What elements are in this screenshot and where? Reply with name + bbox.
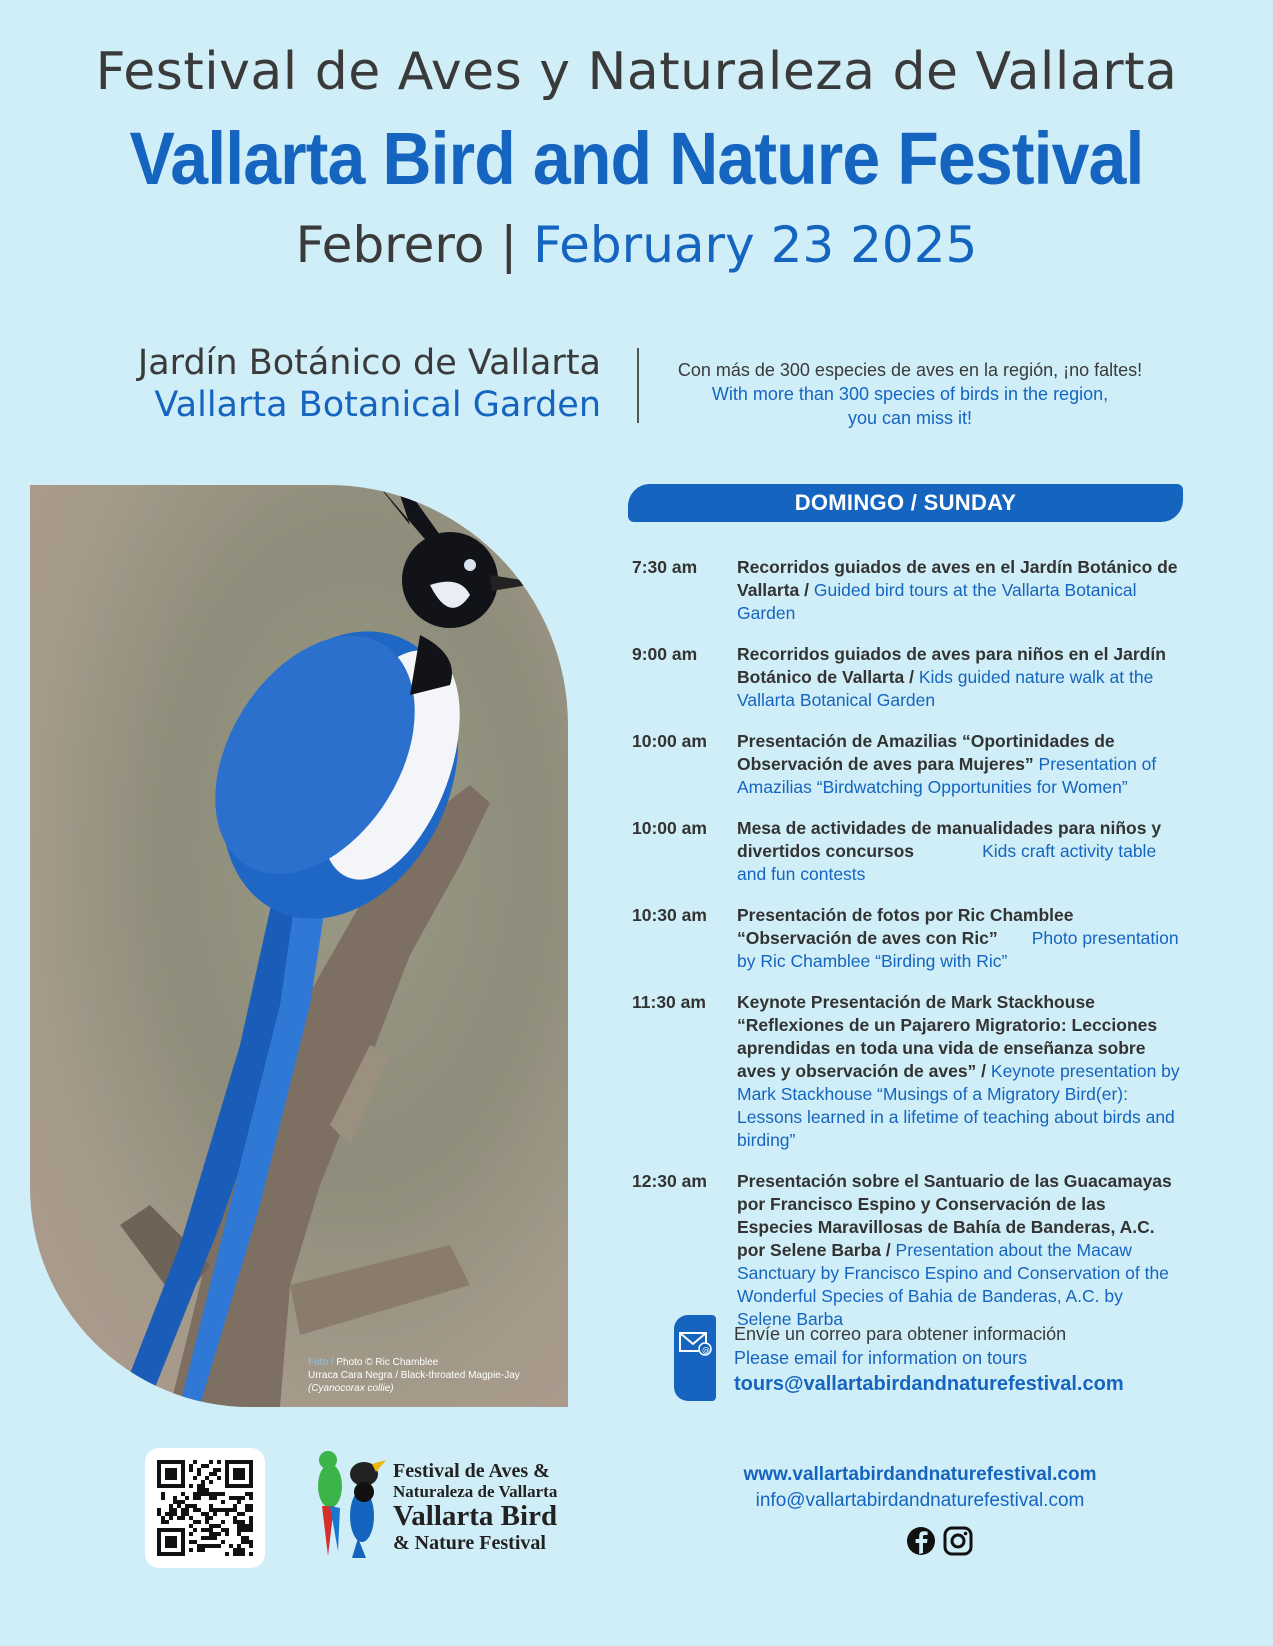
schedule-time: 9:00 am <box>632 644 698 664</box>
photo-credit <box>308 1356 520 1395</box>
day-banner: DOMINGO / SUNDAY <box>628 484 1183 522</box>
date-separator: | <box>500 216 518 274</box>
schedule-text-english: Keynote presentation by Mark Stackhouse “Musings of a Migratory Bird(er): Lessons learned in a lifetime of teaching about birds and birding” <box>737 1061 1180 1150</box>
schedule-text-spanish: Presentación sobre el Santuario de las Guacamayas por Francisco Espino y Conservación de las Especies Maravillosas de Bahía de Banderas, A.C. por Selene Barba <box>737 1171 1172 1260</box>
venue <box>138 342 601 426</box>
info-email-link[interactable]: info@vallartabirdandnaturefestival.com <box>755 1490 1085 1511</box>
magpie-jay-illustration <box>30 485 568 1407</box>
event-date <box>0 216 1273 274</box>
schedule-item <box>632 730 1182 799</box>
venue-name-english: Vallarta Botanical Garden <box>154 385 601 425</box>
venue-divider <box>637 348 639 423</box>
schedule-text-english: Guided bird tours at the Vallarta Botanical Garden <box>737 580 1137 623</box>
schedule-description <box>737 904 1182 973</box>
photo-scientific-name: (Cyanocorax collie) <box>308 1383 394 1394</box>
contact-spanish: Envíe un correo para obtener información <box>734 1324 1067 1344</box>
schedule-text-spanish: Recorridos guiados de aves en el Jardín Botánico de Vallarta <box>737 557 1178 600</box>
schedule-description <box>737 817 1182 886</box>
schedule-item <box>632 991 1182 1152</box>
photo-species: Urraca Cara Negra / Black-throated Magpie-Jay <box>308 1370 520 1381</box>
schedule-text-english: Kids craft activity table and fun contests <box>737 841 1157 884</box>
logo-line-1: Festival de Aves & <box>393 1460 550 1482</box>
schedule-description <box>737 730 1182 799</box>
venue-name-spanish: Jardín Botánico de Vallarta <box>137 343 601 383</box>
schedule-time: 10:30 am <box>632 905 707 925</box>
qr-code[interactable] <box>145 1448 265 1568</box>
schedule-text-english: Photo presentation by Ric Chamblee “Birding with Ric” <box>737 928 1179 971</box>
tagline <box>650 358 1170 430</box>
schedule-item <box>632 643 1182 712</box>
logo-line-4: & Nature Festival <box>393 1532 546 1554</box>
festival-logo-text <box>393 1460 557 1554</box>
schedule-text-spanish: Recorridos guiados de aves para niños en el Jardín Botánico de Vallarta <box>737 644 1166 687</box>
schedule-text-spanish: Presentación de Amazilias “Oportinidades de Observación de aves para Mujeres” <box>737 731 1115 774</box>
schedule-separator: / <box>880 1240 896 1260</box>
contact-email-link[interactable]: tours@vallartabirdandnaturefestival.com <box>734 1373 1124 1395</box>
schedule-separator: / <box>799 580 814 600</box>
bird-photo <box>30 485 568 1407</box>
schedule-description <box>737 1170 1182 1331</box>
title-english: Vallarta Bird and Nature Festival <box>129 117 1144 200</box>
festival-logo-birds <box>312 1446 388 1558</box>
schedule-text-spanish: Mesa de actividades de manualidades para niños y divertidos concursos <box>737 818 1162 861</box>
schedule-separator: / <box>976 1061 991 1081</box>
schedule-time: 10:00 am <box>632 731 707 751</box>
schedule-time: 11:30 am <box>632 992 706 1012</box>
schedule-item <box>632 817 1182 886</box>
schedule-item <box>632 556 1182 625</box>
schedule-text-english: Presentation of Amazilias “Birdwatching Opportunities for Women” <box>737 754 1157 797</box>
schedule-time: 10:00 am <box>632 818 707 838</box>
schedule-description <box>737 643 1182 712</box>
website-link[interactable]: www.vallartabirdandnaturefestival.com <box>743 1464 1097 1485</box>
schedule-separator <box>914 841 982 861</box>
schedule-text-spanish: Presentación de fotos por Ric Chamblee “Observación de aves con Ric” <box>737 905 1074 948</box>
date-spanish: Febrero <box>295 216 485 274</box>
schedule-list <box>632 556 1182 1349</box>
schedule-item <box>632 1170 1182 1331</box>
photo-credit-label: Foto / <box>308 1357 334 1368</box>
schedule-text-english: Presentation about the Macaw Sanctuary by Francisco Espino and Conservation of the Wonderful Species of Bahia de Banderas, A.C. by Selene Barba <box>737 1240 1169 1329</box>
tagline-english-line1: With more than 300 species of birds in the region, <box>711 384 1109 404</box>
contact-block <box>734 1322 1124 1396</box>
logo-line-3: Vallarta Bird <box>393 1500 558 1532</box>
schedule-item <box>632 904 1182 973</box>
facebook-icon[interactable] <box>907 1527 935 1555</box>
contact-english: Please email for information on tours <box>734 1348 1028 1368</box>
schedule-separator: / <box>904 667 919 687</box>
schedule-text-english: Kids guided nature walk at the Vallarta Botanical Garden <box>737 667 1154 710</box>
svg-text:@: @ <box>702 1345 710 1355</box>
tagline-english-line2: you can miss it! <box>847 408 973 428</box>
footer <box>720 1462 1120 1514</box>
logo-line-2: Naturaleza de Vallarta <box>393 1482 558 1501</box>
mail-icon <box>674 1315 716 1401</box>
social-links <box>906 1525 976 1562</box>
instagram-icon[interactable] <box>945 1528 971 1554</box>
date-english: February 23 2025 <box>533 216 978 274</box>
schedule-description <box>737 991 1182 1152</box>
photo-credit-name: Photo © Ric Chamblee <box>336 1357 439 1368</box>
schedule-time: 7:30 am <box>632 557 698 577</box>
title-spanish: Festival de Aves y Naturaleza de Vallarta <box>95 42 1178 102</box>
schedule-time: 12:30 am <box>632 1171 707 1191</box>
schedule-description <box>737 556 1182 625</box>
schedule-text-spanish: Keynote Presentación de Mark Stackhouse “Reflexiones de un Pajarero Migratorio: Lecciones aprendidas en toda una vida de enseñanza sobre aves y observación de aves” <box>737 992 1158 1081</box>
schedule-separator <box>998 928 1032 948</box>
qr-code-pattern <box>157 1460 253 1556</box>
tagline-spanish: Con más de 300 especies de aves en la región, ¡no faltes! <box>677 360 1143 380</box>
